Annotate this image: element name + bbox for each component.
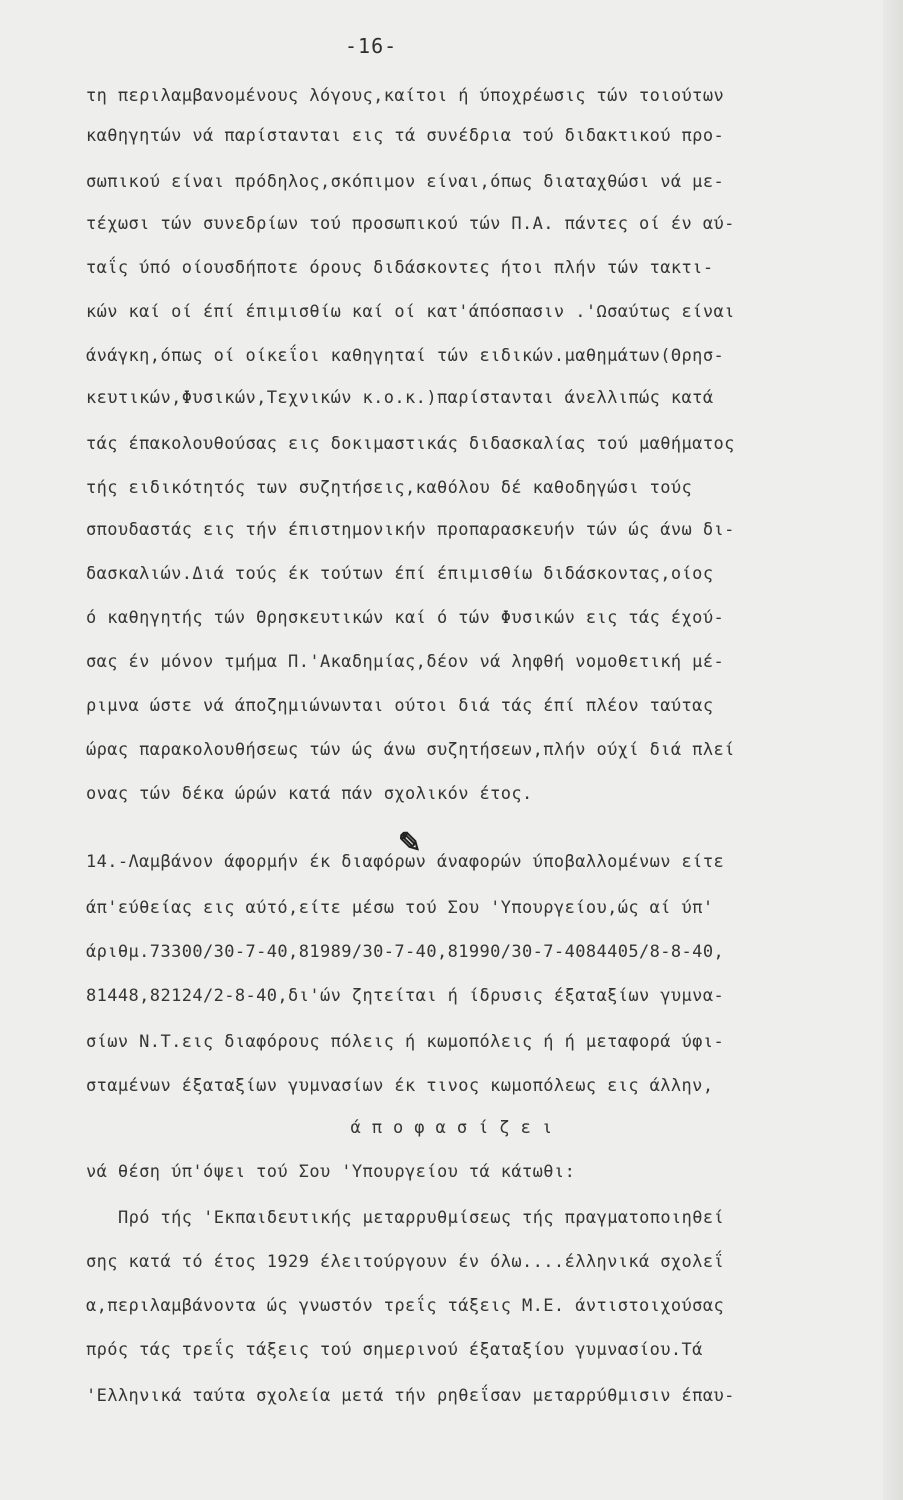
section-14-line: 14.-Λαμβάνον άφορμήν έκ διαφόρων άναφορών ύποβαλλομένων είτε (86, 852, 725, 872)
section-14-line: άπ'εύθείας εις αύτό,είτε μέσω τού Σου 'Υπουργείου,ώς αί ύπ' (86, 898, 714, 918)
section-14-line: σίων Ν.Τ.εις διαφόρους πόλεις ή κωμοπόλεις ή ή μεταφορά ύφι- (86, 1032, 725, 1052)
text-line: ταΐς ύπό οίουσδήποτε όρους διδάσκοντες ήτοι πλήν τών τακτι- (86, 258, 714, 278)
text-line: ώρας παρακολουθήσεως τών ώς άνω συζητήσεων,πλήν ούχί διά πλεί (86, 740, 735, 760)
closing-line: 'Ελληνικά ταύτα σχολεία μετά τήν ρηθεΐσαν μεταρρύθμισιν έπαυ- (86, 1386, 735, 1406)
decision-word: ά π ο φ α σ ί ζ ε ι (350, 1118, 553, 1138)
text-line: σας έν μόνον τμήμα Π.'Ακαδημίας,δέον νά ληφθή νομοθετική μέ- (86, 652, 725, 672)
closing-line: πρός τάς τρεΐς τάξεις τού σημερινού έξαταξίου γυμνασίου.Τά (86, 1340, 703, 1360)
section-14-line: άριθμ.73300/30-7-40,81989/30-7-40,81990/30-7-4084405/8-8-40, (86, 942, 725, 962)
closing-line: σης κατά τό έτος 1929 έλειτούργουν έν όλω....έλληνικά σχολεΐ (86, 1252, 725, 1272)
text-line: τής ειδικότητός των συζητήσεις,καθόλου δέ καθοδηγώσι τούς (86, 478, 693, 498)
closing-line: Πρό τής 'Εκπαιδευτικής μεταρρυθμίσεως τής πραγματοποιηθεί (118, 1208, 725, 1228)
text-line: καθηγητών νά παρίστανται εις τά συνέδρια τού διδακτικού προ- (86, 126, 725, 146)
text-line: κευτικών,Φυσικών,Τεχνικών κ.ο.κ.)παρίστανται άνελλιπώς κατά (86, 388, 714, 408)
text-line: ονας τών δέκα ώρών κατά πάν σχολικόν έτος. (86, 784, 533, 804)
text-line: δασκαλιών.Διά τούς έκ τούτων έπί έπιμισθίω διδάσκοντας,οίος (86, 564, 714, 584)
page-number: -16- (345, 34, 398, 58)
text-line: ριμνα ώστε νά άποζημιώνωνται ούτοι διά τάς έπί πλέον ταύτας (86, 696, 714, 716)
text-line: σωπικού είναι πρόδηλος,σκόπιμον είναι,όπως διαταχθώσι νά με- (86, 172, 725, 192)
section-14-line: 81448,82124/2-8-40,δι'ών ζητείται ή ίδρυσις έξαταξίων γυμνα- (86, 986, 725, 1006)
closing-line: α,περιλαμβάνοντα ώς γνωστόν τρεΐς τάξεις Μ.Ε. άντιστοιχούσας (86, 1296, 725, 1316)
text-line: κών καί οί έπί έπιμισθίω καί οί κατ'άπόσπασιν .'Ωσαύτως είναι (86, 302, 735, 322)
text-line: ό καθηγητής τών Θρησκευτικών καί ό τών Φυσικών εις τάς έχού- (86, 608, 725, 628)
text-line: άνάγκη,όπως οί οίκεΐοι καθηγηταί τών ειδικών.μαθημάτων(Θρησ- (86, 346, 725, 366)
text-line: τη περιλαμβανομένους λόγους,καίτοι ή ύποχρέωσις τών τοιούτων (86, 86, 725, 106)
closing-line: νά θέση ύπ'όψει τού Σου 'Υπουργείου τά κάτωθι: (86, 1162, 576, 1182)
text-line: τάς έπακολουθούσας εις δοκιμαστικάς διδασκαλίας τού μαθήματος (86, 434, 735, 454)
section-14-line: σταμένων έξαταξίων γυμνασίων έκ τινος κωμοπόλεως εις άλλην, (86, 1076, 714, 1096)
text-line: τέχωσι τών συνεδρίων τού προσωπικού τών Π.Α. πάντες οί έν αύ- (86, 214, 735, 234)
page-edge-shadow (883, 0, 903, 1500)
text-line: σπουδαστάς εις τήν έπιστημονικήν προπαρασκευήν τών ώς άνω δι- (86, 520, 735, 540)
handwritten-correction-mark: ✎ (398, 826, 422, 859)
